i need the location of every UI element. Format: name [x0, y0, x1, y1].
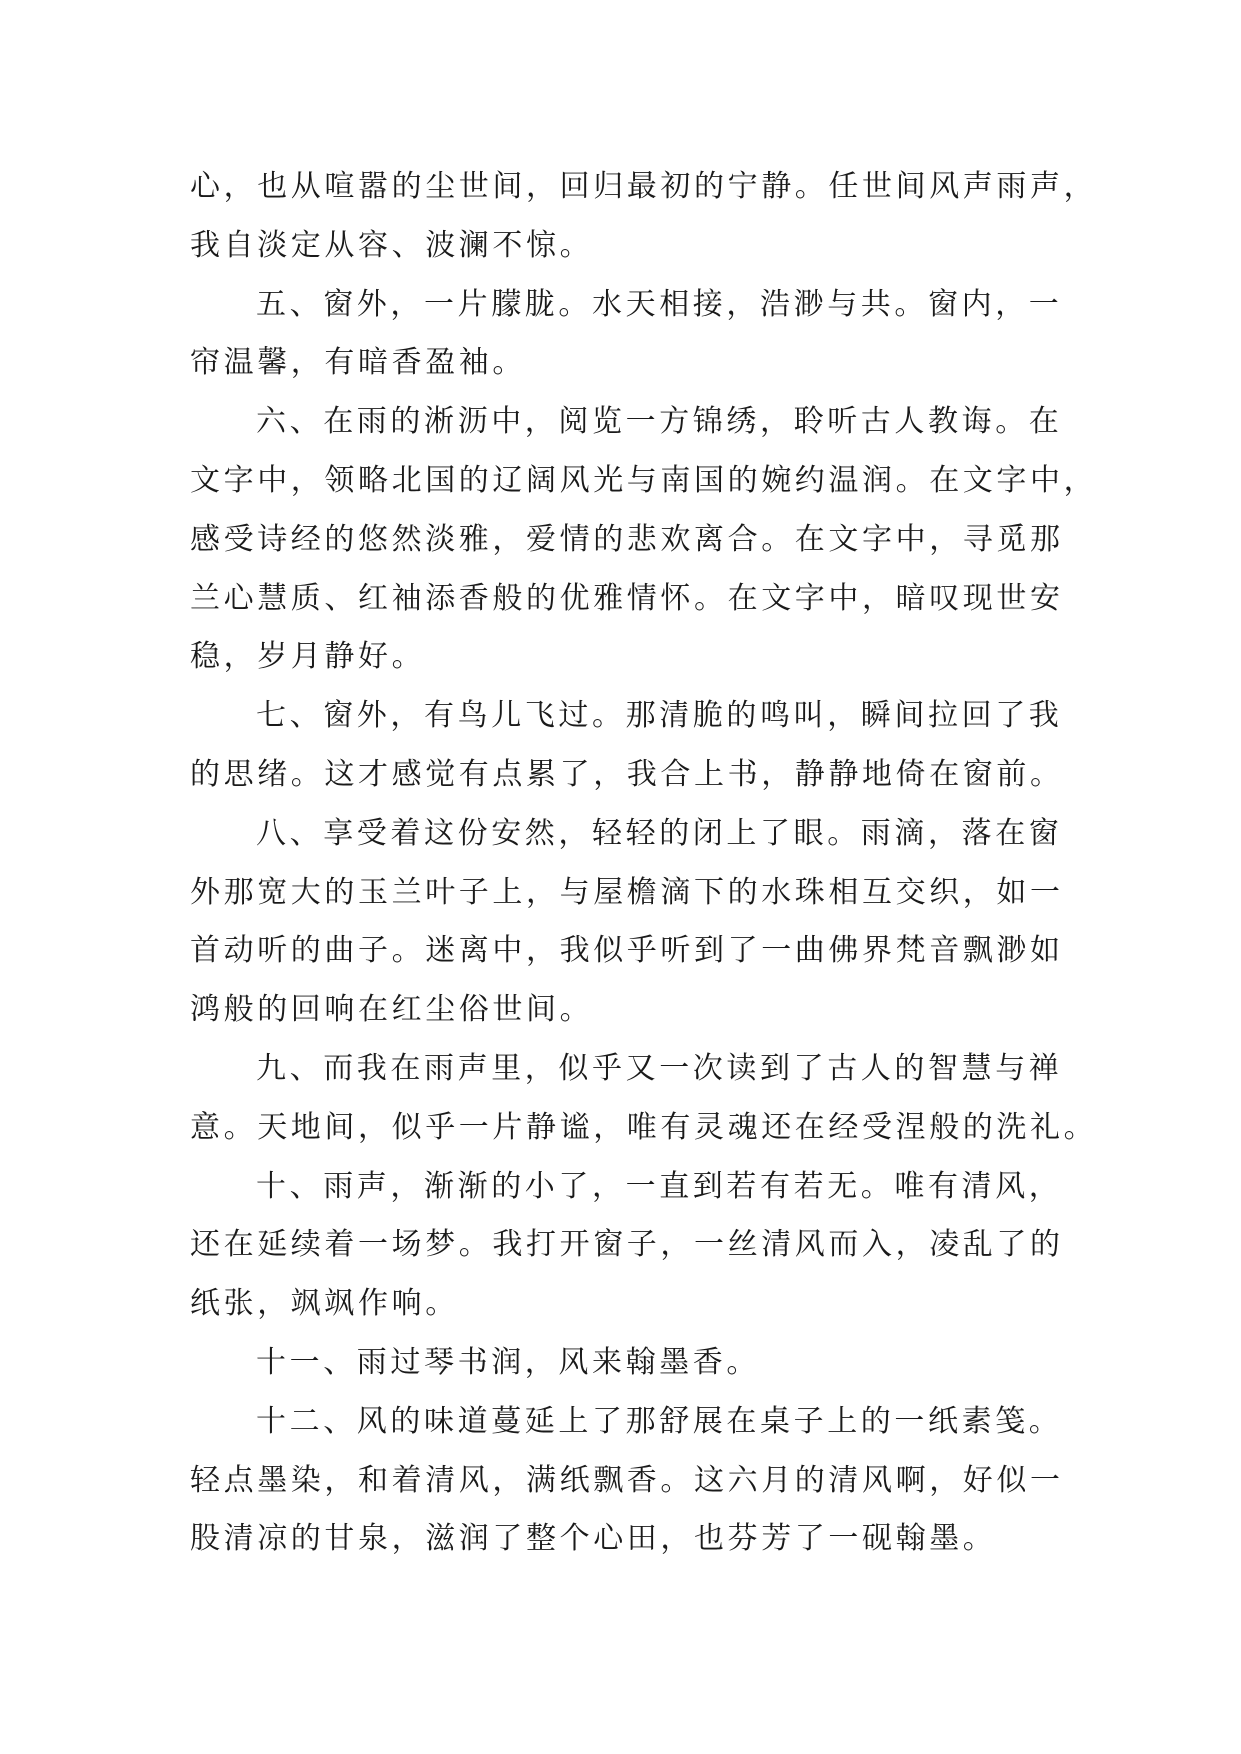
- document-body: [190, 158, 1098, 1569]
- text-line: 兰心慧质、红袖添香般的优雅情怀。在文字中，暗叹现世安: [190, 580, 1064, 616]
- text-line: 的思绪。这才感觉有点累了，我合上书，静静地倚在窗前。: [190, 756, 1064, 792]
- text-line: 纸张，飒飒作响。: [190, 1286, 459, 1322]
- text-line: 感受诗经的悠然淡雅，爱情的悲欢离合。在文字中，寻觅那: [190, 521, 1064, 557]
- paragraph: [190, 1334, 1060, 1393]
- text-line: 十二、风的味道蔓延上了那舒展在桌子上的一纸素笺。: [256, 1403, 1063, 1439]
- paragraph: [190, 805, 1064, 1040]
- text-line: 七、窗外，有鸟儿飞过。那清脆的鸣叫，瞬间拉回了我: [256, 698, 1063, 734]
- paragraph: [190, 687, 1064, 805]
- text-line: 六、在雨的淅沥中，阅览一方锦绣，聆听古人教诲。在: [256, 404, 1063, 440]
- text-line: 还在延续着一场梦。我打开窗子，一丝清风而入，凌乱了的: [190, 1227, 1064, 1263]
- text-line: 外那宽大的玉兰叶子上，与屋檐滴下的水珠相互交织，如一: [190, 874, 1064, 910]
- paragraph: [190, 1040, 1098, 1158]
- paragraph: [190, 393, 1098, 687]
- paragraph: [190, 1158, 1064, 1334]
- text-line: 十一、雨过琴书润，风来翰墨香。: [256, 1344, 760, 1380]
- text-line: 首动听的曲子。迷离中，我似乎听到了一曲佛界梵音飘渺如: [190, 933, 1064, 969]
- text-line: 鸿般的回响在红尘俗世间。: [190, 992, 594, 1028]
- text-line: 文字中，领略北国的辽阔风光与南国的婉约温润。在文字中，: [190, 462, 1098, 498]
- text-line: 五、窗外，一片朦胧。水天相接，浩渺与共。窗内，一: [256, 286, 1063, 322]
- text-line: 我自淡定从容、波澜不惊。: [190, 227, 594, 263]
- text-line: 心，也从喧嚣的尘世间，回归最初的宁静。任世间风声雨声，: [190, 169, 1098, 204]
- text-line: 意。天地间，似乎一片静谧，唯有灵魂还在经受涅般的洗礼。: [190, 1109, 1098, 1145]
- text-line: 十、雨声，渐渐的小了，一直到若有若无。唯有清风，: [256, 1168, 1063, 1204]
- paragraph: [190, 276, 1063, 394]
- paragraph: [190, 158, 1098, 276]
- text-line: 轻点墨染，和着清风，满纸飘香。这六月的清风啊，好似一: [190, 1462, 1064, 1498]
- text-line: 九、而我在雨声里，似乎又一次读到了古人的智慧与禅: [256, 1050, 1063, 1086]
- text-line: 八、享受着这份安然，轻轻的闭上了眼。雨滴，落在窗: [256, 815, 1063, 851]
- text-line: 帘温馨，有暗香盈袖。: [190, 345, 526, 381]
- paragraph: [190, 1393, 1064, 1569]
- text-line: 股清凉的甘泉，滋润了整个心田，也芬芳了一砚翰墨。: [190, 1521, 997, 1557]
- text-line: 稳，岁月静好。: [190, 639, 426, 675]
